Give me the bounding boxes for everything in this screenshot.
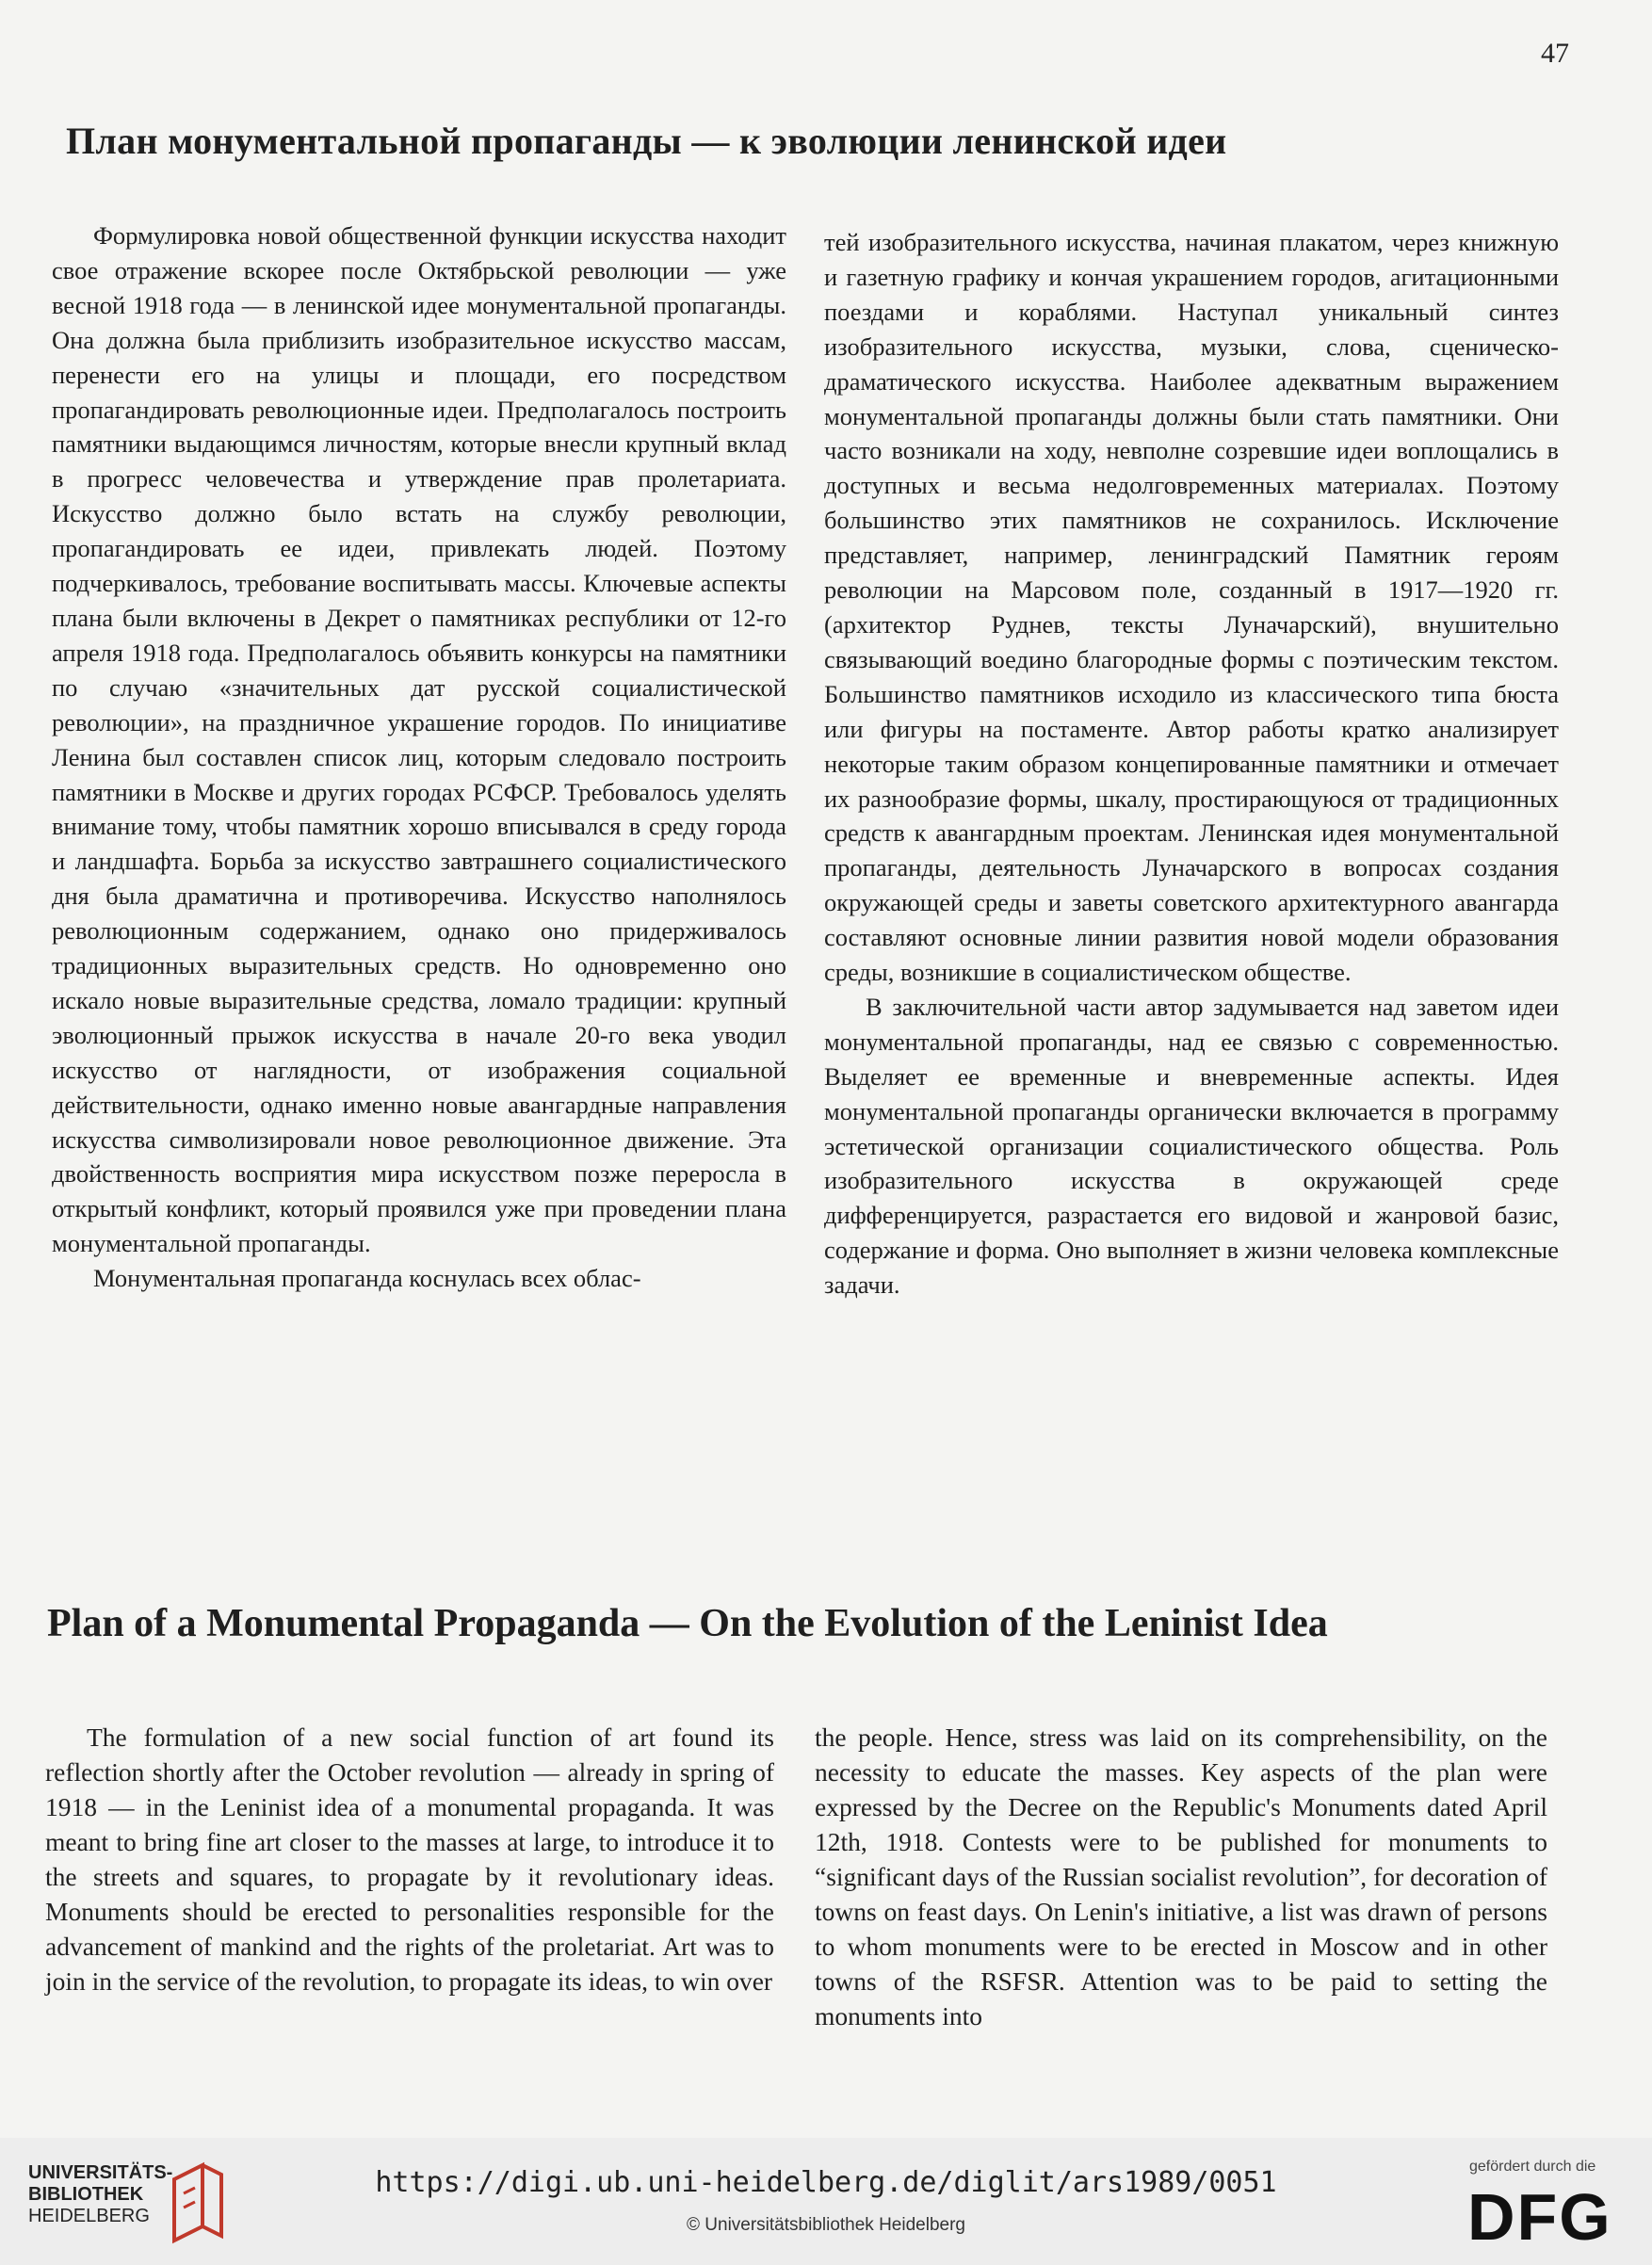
paragraph: Формулировка новой общественной функции искусства находит свое отражение вскорее после Октябрьской революции — уже весной 1918 года — в ленинской идее монументальной пропаганды. Она должна была приблизить изобразительное искусство массам, перенести его на улицы и площади, его посредством пропагандировать революционные идеи. Предполагалось построить памятники выдающимся личностям, которые внесли крупный вклад в прогресс человечества и утверждение прав пролетариата. Искусство должно было встать на службу революции, пропагандировать ее идеи, привлекать людей. Поэтому подчеркивалось, требование воспитывать массы. Ключевые аспекты плана были включены в Декрет о памятниках республики от 12-го апреля 1918 года. Предполагалось объявить конкурсы на памятники по случаю «значительных дат русской социалистической революции», на праздничное украшение городов. По инициативе Ленина был составлен список лиц, которым следовало построить памятники в Москве и других городах РСФСР. Требовалось уделять внимание тому, чтобы памятник хорошо вписывался в среду города и ландшафта. Борьба за искусство завтрашнего социалистического дня была драматична и противоречива. Искусство наполнялось революционным содержанием, однако оно придерживалось традиционных выразительных средств. Но одновременно оно искало новые выразительные средства, ломало традиции: крупный эволюционный прыжок искусства в начале 20-го века уводил искусство от наглядности, от изображения социальной действительности, однако именно новые авангардные направления искусства символизировали новое революционное движение. Эта двойственность восприятия мира искусством позже переросла в открытый конфликт, который проявился уже при проведении плана монументальной пропаганды. [52, 221, 786, 1258]
funding-note: gefördert durch die [1469, 2159, 1596, 2175]
copyright-notice: © Universitätsbibliothek Heidelberg [687, 2215, 965, 2235]
russian-left-column [52, 218, 786, 1296]
permalink-url[interactable]: https://digi.ub.uni-heidelberg.de/diglit/ars1989/0051 [375, 2166, 1277, 2199]
english-left-column [45, 1720, 774, 1998]
paragraph: the people. Hence, stress was laid on its comprehensibility, on the necessity to educate the masses. Key aspects of the plan were expressed by the Decree on the Republic's Monuments dated April 12th, 1918. Contests were to be published for monuments to “significant days of the Russian socialist revolution”, for decoration of towns on feast days. On Lenin's initiative, a list was drawn of persons to whom monuments were to be erected in Moscow and in other towns of the RSFSR. Attention was to be paid to setting the monuments into [815, 1723, 1547, 2030]
library-name-line: BIBLIOTHEK [28, 2184, 144, 2205]
russian-right-column [824, 225, 1559, 1302]
viewer-footer [0, 2138, 1652, 2265]
english-heading: Plan of a Monumental Propaganda — On the Evolution of the Leninist Idea [47, 1602, 1328, 1645]
dfg-logo[interactable]: DFG [1467, 2180, 1612, 2254]
paragraph: тей изобразительного искусства, начиная плакатом, через книжную и газетную графику и кончая украшением городов, агитационными поездами и кораблями. Наступал уникальный синтез изобразительного искусства, музыки, слова, сценическо-драматического искусства. Наиболее адекватным выражением монументальной пропаганды должны были стать памятники. Они часто возникали на ходу, невполне созревшие идеи воплощались в доступных и весьма недолговременных материалах. Поэтому большинство этих памятников не сохранилось. Исключение представляет, например, ленинградский Памятник героям революции на Марсовом поле, созданный в 1917—1920 гг. (архитектор Руднев, тексты Луначарский), внушительно связывающий воедино благородные формы с поэтическим текстом. Большинство памятников исходило из классического типа бюста или фигуры на постаменте. Автор работы кратко анализирует некоторые таким образом концепированные памятники и отмечает их разнообразие формы, шкалу, простирающуюся от традиционных средств к авангардным проектам. Ленинская идея монументальной пропаганды, деятельность Луначарского в вопросах создания окружающей среды и заветы советского архитектурного авангарда составляют основные линии развития новой модели образования среды, возникшие в социалистическом обществе. [824, 228, 1559, 987]
paragraph: The formulation of a new social function of art found its reflection shortly after the October revolution — already in spring of 1918 — in the Leninist idea of a monumental propaganda. It was meant to bring fine art closer to the masses at large, to introduce it to the streets and squares, to propagate by it revolutionary ideas. Monuments should be erected to personalities responsible for the advancement of mankind and the rights of the proletariat. Art was to join in the service of the revolution, to propagate its ideas, to win over [45, 1723, 774, 1996]
paragraph: Монументальная пропаганда коснулась всех облас- [93, 1264, 641, 1293]
library-name-line: HEIDELBERG [28, 2206, 150, 2226]
page-number: 47 [1541, 38, 1569, 69]
paragraph: В заключительной части автор задумывается над заветом идеи монументальной пропаганды, над ее связью с современностью. Выделяет ее временные и вневременные аспекты. Идея монументальной пропаганды органически включается в программу эстетической организации социалистического общества. Роль изобразительного искусства в окружающей среде дифференцируется, разрастается его видовой и жанровой базис, содержание и форма. Оно выполняет в жизни человека комплексные задачи. [824, 992, 1559, 1300]
library-name-line: UNIVERSITÄTS- [28, 2162, 173, 2183]
russian-heading: План монументальной пропаганды — к эволюции ленинской идеи [66, 120, 1227, 162]
english-right-column [815, 1720, 1547, 2033]
